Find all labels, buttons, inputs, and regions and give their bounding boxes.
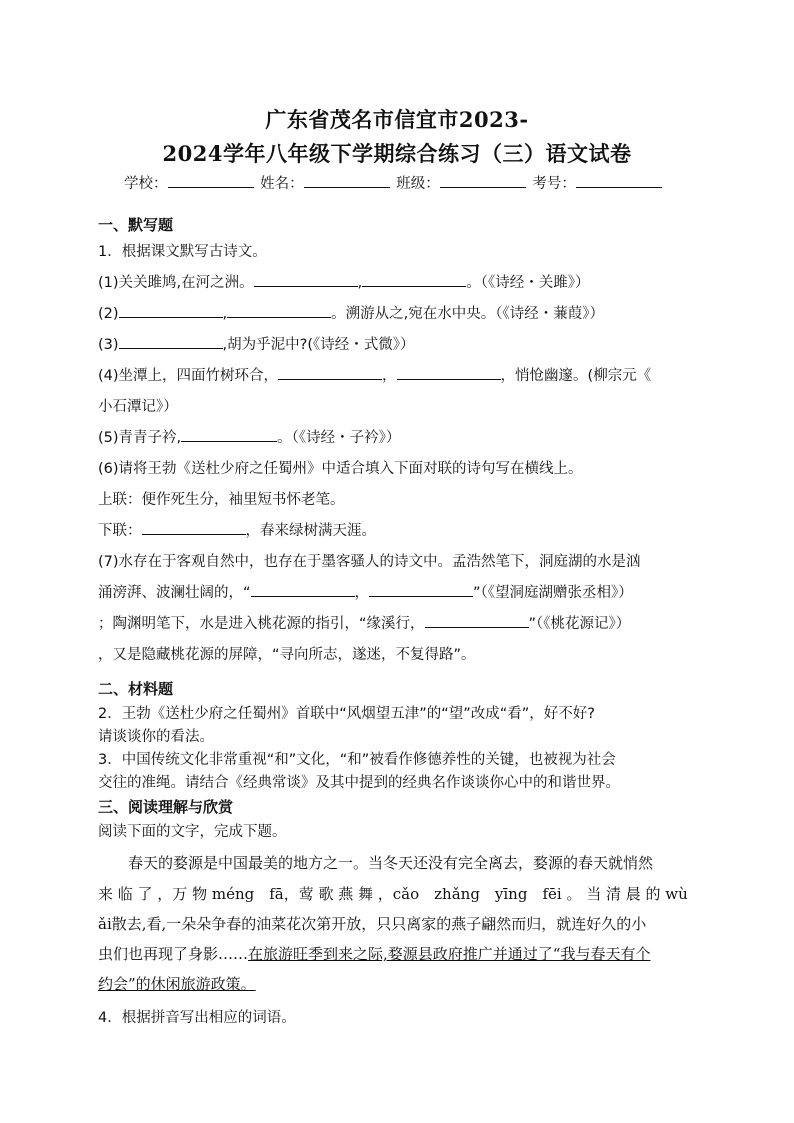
item-7-text-b: ， (354, 585, 370, 601)
answer-blank[interactable] (181, 427, 277, 442)
answer-blank[interactable] (425, 613, 529, 628)
section1-heading: 一、默写题 (98, 216, 174, 234)
item-3 (98, 333, 415, 354)
question-2-line2: 请谈谈你的看法。 (98, 729, 214, 745)
item-4 (98, 364, 651, 385)
exam-number-blank[interactable] (576, 173, 662, 188)
answer-blank[interactable] (251, 582, 355, 597)
item-7-line3 (98, 612, 630, 633)
item-5-text-b: 。（《诗经・子衿》） (277, 430, 401, 446)
item-1-text-b: , (357, 275, 363, 291)
item-7-line2 (98, 581, 633, 602)
question-4: 4．根据拼音写出相应的词语。 (98, 1010, 296, 1026)
answer-blank[interactable] (369, 582, 473, 597)
answer-blank[interactable] (227, 303, 331, 318)
student-info-row (124, 172, 664, 193)
item-2-text-c: 。溯游从之,宛在水中央。（《诗经・蒹葭》） (331, 306, 605, 322)
question-2-line1: 2．王勃《送杜少府之任蜀州》首联中“风烟望五津”的“望”改成“看”，好不好? (98, 706, 595, 722)
item-6-lower-couplet (98, 519, 376, 540)
item-6-upper-couplet: 上联：便作死生分，袖里短书怀老笔。 (98, 492, 345, 508)
school-blank[interactable] (168, 173, 254, 188)
item-6: (6)请将王勃《送杜少府之任蜀州》中适合填入下面对联的诗句写在横线上。 (98, 461, 583, 477)
item-7-line1: (7)水存在于客观自然中，也存在于墨客骚人的诗文中。孟浩然笔下，洞庭湖的水是汹 (98, 554, 641, 570)
answer-blank[interactable] (278, 365, 382, 380)
passage-line5 (98, 973, 698, 994)
item-7-text-d: ；陶渊明笔下，水是进入桃花源的指引，“缘溪行， (98, 616, 425, 632)
class-label: 班级： (396, 176, 440, 192)
item-4-text-c: ，悄怆幽邃。(柳宗元《 (500, 368, 652, 384)
answer-blank[interactable] (254, 272, 358, 287)
answer-blank[interactable] (119, 334, 223, 349)
question-1: 1．根据课文默写古诗文。 (98, 244, 267, 260)
section2-heading: 二、材料题 (98, 680, 174, 698)
item-7-text-e: ”（《桃花源记》） (528, 616, 631, 632)
item-2-text-a: (2) (98, 306, 119, 322)
passage-line4 (98, 943, 698, 964)
section3-heading: 三、阅读理解与欣赏 (98, 798, 234, 816)
passage-line3: ǎi散去,看,一朵朵争春的油菜花次第开放，只只离家的燕子翩然而归，就连好久的小 (98, 915, 647, 933)
reading-intro: 阅读下面的文字，完成下题。 (98, 824, 287, 840)
item-4-text-b: ， (382, 368, 397, 384)
passage-line2: 来 临 了 ，万 物 méng fā，莺 歌 燕 舞 ，cǎo zhǎng yīng fēi 。 当 清 晨 的 wù (98, 885, 688, 903)
question-3-line1: 3．中国传统文化非常重视“和”文化，“和”被看作修德养性的关键，也被视为社会 (98, 752, 616, 768)
school-label: 学校： (124, 176, 168, 192)
item-1 (98, 271, 590, 292)
item-3-text-b: ,胡为乎泥中?(《诗经・式微》） (222, 337, 415, 353)
name-blank[interactable] (304, 173, 390, 188)
name-label: 姓名： (260, 176, 304, 192)
exam-number-label: 考号： (532, 176, 576, 192)
passage-underlined-sentence-end: 约会”的休闲旅游政策。 (98, 975, 256, 993)
item-1-text-a: (1)关关雎鸠,在河之洲。 (98, 275, 254, 291)
passage-underlined-sentence: 在旅游旺季到来之际,婺源县政府推广并通过了“我与春天有个 (248, 945, 651, 963)
item-5 (98, 426, 400, 447)
item-2 (98, 302, 604, 323)
item-3-text-a: (3) (98, 337, 119, 353)
item-4-continued: 小石潭记》） (98, 399, 178, 415)
item-4-text-a: (4)坐潭上，四面竹树环合， (98, 368, 279, 384)
item-1-text-c: 。（《诗经・关雎》） (466, 275, 590, 291)
class-blank[interactable] (440, 173, 526, 188)
passage-line1: 春天的婺源是中国最美的地方之一。当冬天还没有完全离去，婺源的春天就悄然 (98, 854, 654, 872)
item-2-text-b: , (222, 306, 228, 322)
question-3-line2: 交往的准绳。请结合《经典常谈》及其中提到的经典名作谈谈你心中的和谐世界。 (98, 775, 620, 791)
answer-blank[interactable] (362, 272, 466, 287)
item-7-text-a: 涌滂湃、波澜壮阔的，“ (98, 585, 251, 601)
item-6-lower-label: 下联： (98, 523, 142, 539)
item-6-lower-text: ，春来绿树满天涯。 (245, 523, 376, 539)
page-title-line1: 广东省茂名市信宜市2023- (265, 107, 529, 132)
answer-blank[interactable] (142, 520, 246, 535)
answer-blank[interactable] (119, 303, 223, 318)
passage-line4-text: 虫们也再现了身影…… (98, 945, 249, 963)
item-7-line4: ，又是隐藏桃花源的屏障，“寻向所志，遂迷，不复得路”。 (98, 647, 476, 663)
item-5-text-a: (5)青青子衿, (98, 430, 182, 446)
item-7-text-c: ”（《望洞庭湖赠张丞相》） (473, 585, 633, 601)
page-title-line2: 2024学年八年级下学期综合练习（三）语文试卷 (162, 141, 632, 166)
answer-blank[interactable] (397, 365, 501, 380)
